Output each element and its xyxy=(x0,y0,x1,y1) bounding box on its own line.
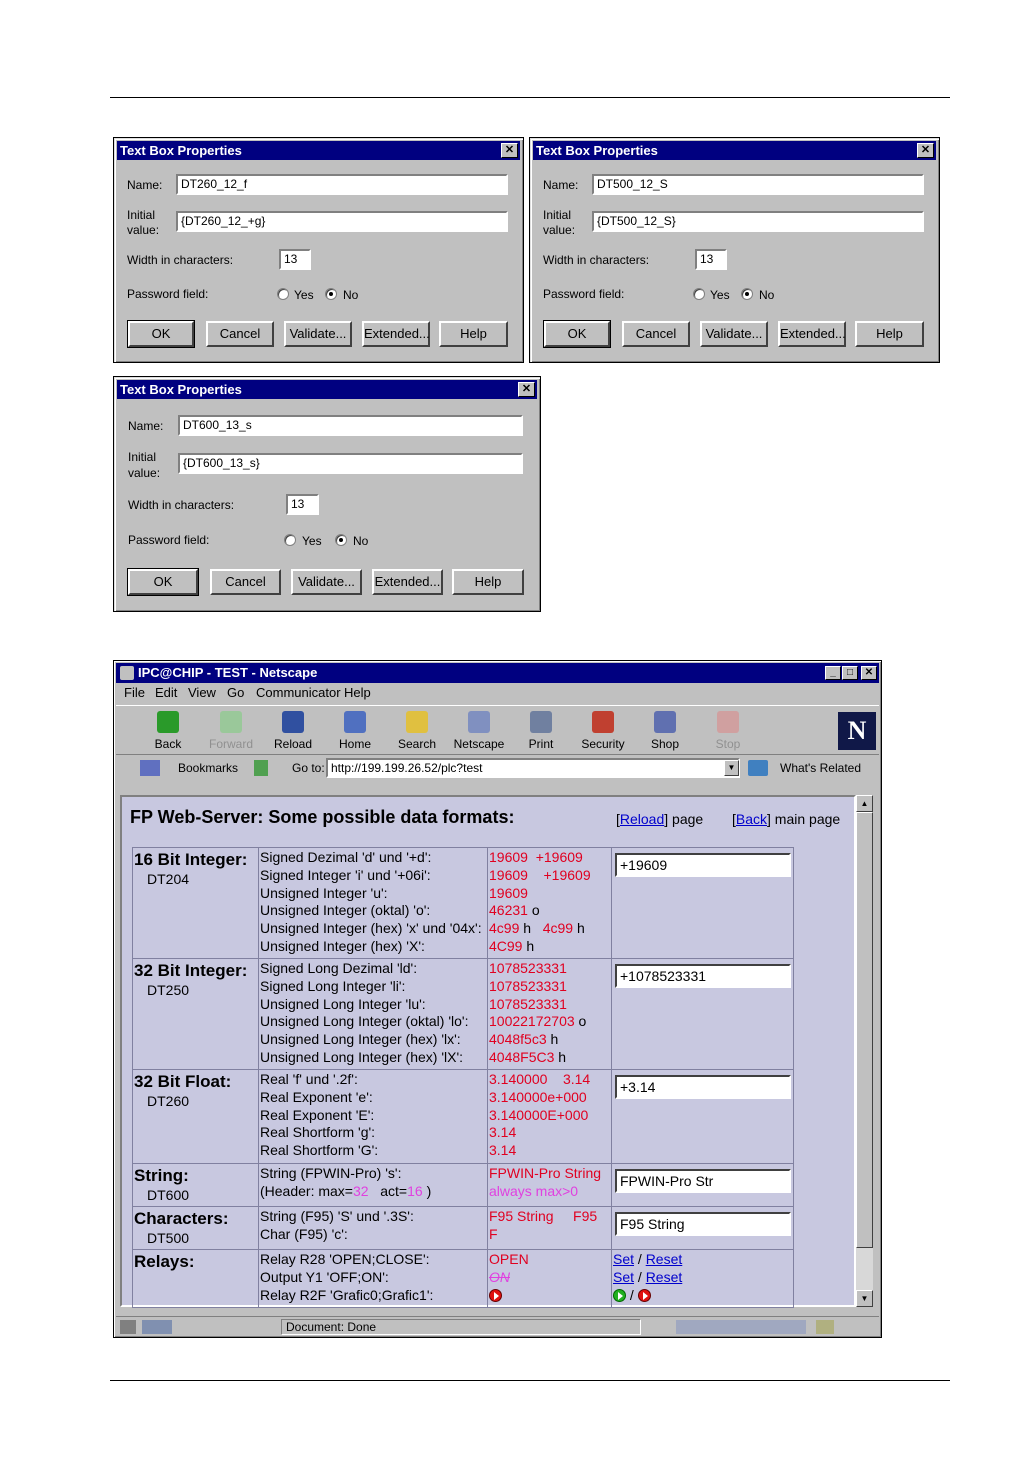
lock-icon xyxy=(592,711,614,733)
format-desc: Unsigned Long Integer (hex) 'lx': xyxy=(260,1031,461,1048)
page-content xyxy=(120,795,856,1307)
format-value: 4c99 h 4c99 h xyxy=(489,920,585,937)
format-value: 4C99 h xyxy=(489,937,535,954)
yes-label: Yes xyxy=(302,534,322,548)
format-value: 3.140000e+000 xyxy=(489,1088,587,1105)
home-icon xyxy=(344,711,366,733)
help-button[interactable]: Help xyxy=(452,569,524,595)
format-desc: Signed Long Dezimal 'ld': xyxy=(260,960,418,976)
scroll-down-icon[interactable]: ▼ xyxy=(856,1290,873,1307)
bookmarks-icon xyxy=(140,760,160,776)
category-label: Characters: xyxy=(134,1209,229,1228)
help-button[interactable]: Help xyxy=(439,321,508,347)
no-radio[interactable] xyxy=(325,288,337,300)
validate-button[interactable]: Validate... xyxy=(291,569,362,595)
dialog-title: Text Box Properties ✕ xyxy=(117,380,537,399)
format-value: 46231 o xyxy=(489,902,540,919)
back-link[interactable]: Back xyxy=(735,811,768,827)
register-label: DT500 xyxy=(147,1230,190,1246)
printer-icon xyxy=(530,711,552,733)
bookmarks-button[interactable]: Bookmarks xyxy=(178,761,239,775)
format-value: 19609 xyxy=(489,884,528,901)
value-label: value: xyxy=(543,223,576,237)
close-icon[interactable]: ✕ xyxy=(518,382,535,397)
initial-value-field[interactable]: {DT600_13_s} xyxy=(178,453,523,474)
dialog-title: Text Box Properties ✕ xyxy=(533,141,936,160)
relay-control: / xyxy=(613,1287,792,1305)
help-button[interactable]: Help xyxy=(855,321,924,347)
format-desc: Unsigned Long Integer (hex) 'lX': xyxy=(260,1048,464,1065)
format-value: 3.140000 3.14 xyxy=(489,1071,591,1087)
url-input[interactable]: http://199.199.26.52/plc?test xyxy=(326,758,740,778)
security-lock-icon xyxy=(120,1320,136,1334)
search-icon xyxy=(406,711,428,733)
menu-file[interactable]: File xyxy=(124,685,145,700)
name-label: Name: xyxy=(127,178,163,192)
home-button[interactable]: Home xyxy=(325,711,385,751)
format-value: 4048f5c3 h xyxy=(489,1031,559,1048)
register-label: DT600 xyxy=(147,1187,190,1203)
back-button[interactable]: Back xyxy=(138,711,198,751)
reload-link[interactable]: Reload xyxy=(619,811,665,827)
vertical-scrollbar[interactable] xyxy=(856,795,873,1307)
data-format-table xyxy=(132,847,794,1308)
table-row xyxy=(133,848,794,959)
format-desc: Relay R28 'OPEN;CLOSE': xyxy=(260,1251,430,1267)
footer-rule xyxy=(110,1380,950,1381)
relay-control: Set / Reset xyxy=(613,1268,683,1285)
initial-label: Initial xyxy=(128,450,157,464)
initial-value-field[interactable]: {DT260_12_+g} xyxy=(176,211,508,232)
format-desc: Unsigned Long Integer 'lu': xyxy=(260,995,426,1012)
value-label: value: xyxy=(128,466,161,480)
window-title: IPC@CHIP - TEST - Netscape _ □ ✕ xyxy=(116,663,879,683)
format-desc: Unsigned Integer (hex) 'x' und '04x': xyxy=(260,920,482,937)
set-link[interactable]: Set xyxy=(613,1251,635,1267)
no-label: No xyxy=(343,288,359,302)
format-desc: (Header: max=32 act=16 ) xyxy=(260,1182,432,1199)
status-bar xyxy=(116,1316,879,1336)
relay-reset-red-icon[interactable] xyxy=(638,1289,651,1302)
url-dropdown-arrow-icon[interactable]: ▼ xyxy=(724,760,739,776)
width-field[interactable]: 13 xyxy=(279,249,311,270)
format-desc: Real Exponent 'e': xyxy=(260,1088,373,1105)
scroll-thumb[interactable] xyxy=(856,812,873,1248)
stop-button[interactable]: Stop xyxy=(698,711,758,751)
format-desc: Output Y1 'OFF;ON': xyxy=(260,1268,389,1285)
goto-label: Go to: xyxy=(292,761,325,775)
format-value: OPEN xyxy=(489,1251,529,1267)
category-label: Relays: xyxy=(134,1252,195,1271)
format-desc: Signed Dezimal 'd' und '+d': xyxy=(260,849,432,865)
table-row xyxy=(133,1164,794,1207)
close-icon[interactable]: ✕ xyxy=(917,143,934,158)
ok-button[interactable]: OK xyxy=(544,321,610,347)
format-desc: Real Exponent 'E': xyxy=(260,1106,375,1123)
text-box-properties-dialog-3 xyxy=(113,376,541,612)
category-label: 32 Bit Integer: xyxy=(134,961,248,980)
search-button[interactable]: Search xyxy=(387,711,447,751)
value-input[interactable]: +19609 xyxy=(615,853,791,877)
width-label: Width in characters: xyxy=(127,253,234,267)
shop-button[interactable]: Shop xyxy=(635,711,695,751)
ok-button[interactable]: OK xyxy=(128,321,194,347)
menu-view[interactable]: View xyxy=(188,685,216,700)
close-icon[interactable]: ✕ xyxy=(861,666,877,680)
format-value: FPWIN-Pro String xyxy=(489,1165,602,1181)
width-label: Width in characters: xyxy=(543,253,650,267)
format-value: 4048F5C3 h xyxy=(489,1048,567,1065)
format-desc: Signed Integer 'i' und '+06i': xyxy=(260,866,431,883)
format-desc: Unsigned Integer (hex) 'X': xyxy=(260,937,425,954)
initial-label: Initial xyxy=(543,208,572,222)
format-value: 19609 +19609 xyxy=(489,866,591,883)
format-desc: Relay R2F 'Grafic0;Grafic1': xyxy=(260,1286,434,1303)
value-input[interactable]: FPWIN-Pro Str xyxy=(615,1169,791,1193)
header-rule xyxy=(110,97,950,98)
status-text: Document: Done xyxy=(281,1319,641,1335)
no-radio[interactable] xyxy=(335,534,347,546)
reload-icon xyxy=(282,711,304,733)
format-value: F95 String F95 xyxy=(489,1208,598,1224)
format-desc: Real Shortform 'G': xyxy=(260,1142,379,1159)
table-row xyxy=(133,1070,794,1164)
menu-communicator[interactable]: Communicator xyxy=(256,685,341,700)
category-label: String: xyxy=(134,1166,189,1185)
value-input[interactable]: +1078523331 xyxy=(615,964,791,988)
forward-button[interactable]: Forward xyxy=(201,711,261,751)
format-value: 1078523331 xyxy=(489,960,567,976)
extended-button[interactable]: Extended... xyxy=(372,569,443,595)
yes-label: Yes xyxy=(710,288,730,302)
width-field[interactable]: 13 xyxy=(695,249,727,270)
format-desc: Unsigned Integer 'u': xyxy=(260,884,388,901)
name-label: Name: xyxy=(128,419,164,433)
relay-control: Set / Reset xyxy=(613,1251,683,1267)
format-desc: Char (F95) 'c': xyxy=(260,1225,348,1242)
forward-arrow-icon xyxy=(220,711,242,733)
dialog-title: Text Box Properties ✕ xyxy=(117,141,520,160)
whats-related-icon xyxy=(748,760,768,776)
no-label: No xyxy=(353,534,369,548)
composer-icon[interactable] xyxy=(816,1320,834,1334)
name-label: Name: xyxy=(543,178,579,192)
table-row xyxy=(133,1250,794,1308)
reset-link[interactable]: Reset xyxy=(645,1251,683,1267)
reload-link-group: [Reload] page xyxy=(616,811,704,827)
shopping-bag-icon xyxy=(654,711,676,733)
maximize-icon[interactable]: □ xyxy=(842,666,858,680)
format-desc: Unsigned Long Integer (oktal) 'lo': xyxy=(260,1013,469,1030)
menu-help[interactable]: Help xyxy=(344,685,371,700)
print-button[interactable]: Print xyxy=(511,711,571,751)
value-label: value: xyxy=(127,223,160,237)
format-value: 19609 +19609 xyxy=(489,849,583,865)
name-field[interactable]: DT600_13_s xyxy=(178,415,523,436)
password-label: Password field: xyxy=(543,287,625,301)
width-field[interactable]: 13 xyxy=(286,494,319,515)
extended-button[interactable]: Extended... xyxy=(362,321,430,347)
format-desc: Real Shortform 'g': xyxy=(260,1124,376,1141)
relay-set-green-icon[interactable] xyxy=(613,1289,626,1302)
back-link-group: [Back] main page xyxy=(732,811,841,827)
netscape-logo: N xyxy=(838,712,876,750)
whats-related-button[interactable]: What's Related xyxy=(780,761,861,775)
cancel-button[interactable]: Cancel xyxy=(622,321,690,347)
name-field[interactable]: DT500_12_S xyxy=(592,174,924,195)
ok-button[interactable]: OK xyxy=(128,569,198,595)
netscape-button[interactable]: Netscape xyxy=(449,711,509,751)
no-label: No xyxy=(759,288,775,302)
name-field[interactable]: DT260_12_f xyxy=(176,174,508,195)
set-link[interactable]: Set xyxy=(613,1268,635,1285)
table-row xyxy=(133,959,794,1070)
menu-edit[interactable]: Edit xyxy=(155,685,178,700)
reset-link[interactable]: Reset xyxy=(645,1268,683,1285)
format-value: always max>0 xyxy=(489,1182,579,1199)
width-label: Width in characters: xyxy=(128,498,235,512)
register-label: DT260 xyxy=(147,1093,190,1109)
register-label: DT250 xyxy=(147,982,190,998)
format-desc: Signed Long Integer 'li': xyxy=(260,977,406,994)
text-box-properties-dialog-1 xyxy=(113,137,524,363)
netscape-app-icon xyxy=(120,666,134,680)
reload-button[interactable]: Reload xyxy=(263,711,323,751)
back-arrow-icon xyxy=(157,711,179,733)
yes-radio[interactable] xyxy=(693,288,705,300)
relay-red-icon xyxy=(489,1289,502,1302)
table-row xyxy=(133,1207,794,1250)
value-input[interactable]: F95 String xyxy=(615,1212,791,1236)
password-label: Password field: xyxy=(128,533,210,547)
extended-button[interactable]: Extended... xyxy=(778,321,846,347)
stop-icon xyxy=(717,711,739,733)
format-desc: String (FPWIN-Pro) 's': xyxy=(260,1165,402,1181)
minimize-icon[interactable]: _ xyxy=(825,666,841,680)
register-label: DT204 xyxy=(147,871,190,887)
format-value: 1078523331 xyxy=(489,977,567,994)
yes-radio[interactable] xyxy=(277,288,289,300)
cancel-button[interactable]: Cancel xyxy=(210,569,281,595)
security-button[interactable]: Security xyxy=(573,711,633,751)
netscape-icon xyxy=(468,711,490,733)
menu-go[interactable]: Go xyxy=(227,685,245,700)
format-desc: String (F95) 'S' und '.3S': xyxy=(260,1208,414,1224)
page-heading: FP Web-Server: Some possible data formats: xyxy=(130,807,515,827)
close-icon[interactable]: ✕ xyxy=(501,143,518,158)
yes-radio[interactable] xyxy=(284,534,296,546)
password-label: Password field: xyxy=(127,287,209,301)
text-box-properties-dialog-2 xyxy=(529,137,940,363)
format-desc: Unsigned Integer (oktal) 'o': xyxy=(260,902,431,919)
connection-icon xyxy=(142,1320,172,1334)
format-value: ON xyxy=(489,1268,510,1285)
format-value: 1078523331 xyxy=(489,995,567,1012)
format-desc: Real 'f' und '.2f': xyxy=(260,1071,358,1087)
netscape-window xyxy=(113,660,882,1338)
relay-graphic xyxy=(489,1287,610,1305)
yes-label: Yes xyxy=(294,288,314,302)
category-label: 32 Bit Float: xyxy=(134,1072,232,1091)
format-value: 3.14 xyxy=(489,1124,517,1141)
value-input[interactable]: +3.14 xyxy=(615,1075,791,1099)
validate-button[interactable]: Validate... xyxy=(284,321,352,347)
no-radio[interactable] xyxy=(741,288,753,300)
initial-label: Initial xyxy=(127,208,156,222)
page-proxy-icon[interactable] xyxy=(254,760,268,776)
component-bar-icons[interactable] xyxy=(676,1320,806,1334)
format-value: 3.140000E+000 xyxy=(489,1106,589,1123)
format-value: 3.14 xyxy=(489,1142,517,1159)
format-value: F xyxy=(489,1225,498,1242)
scroll-up-icon[interactable]: ▲ xyxy=(856,795,873,812)
category-label: 16 Bit Integer: xyxy=(134,850,248,869)
validate-button[interactable]: Validate... xyxy=(700,321,768,347)
format-value: 10022172703 o xyxy=(489,1013,587,1030)
cancel-button[interactable]: Cancel xyxy=(206,321,274,347)
initial-value-field[interactable]: {DT500_12_S} xyxy=(592,211,924,232)
